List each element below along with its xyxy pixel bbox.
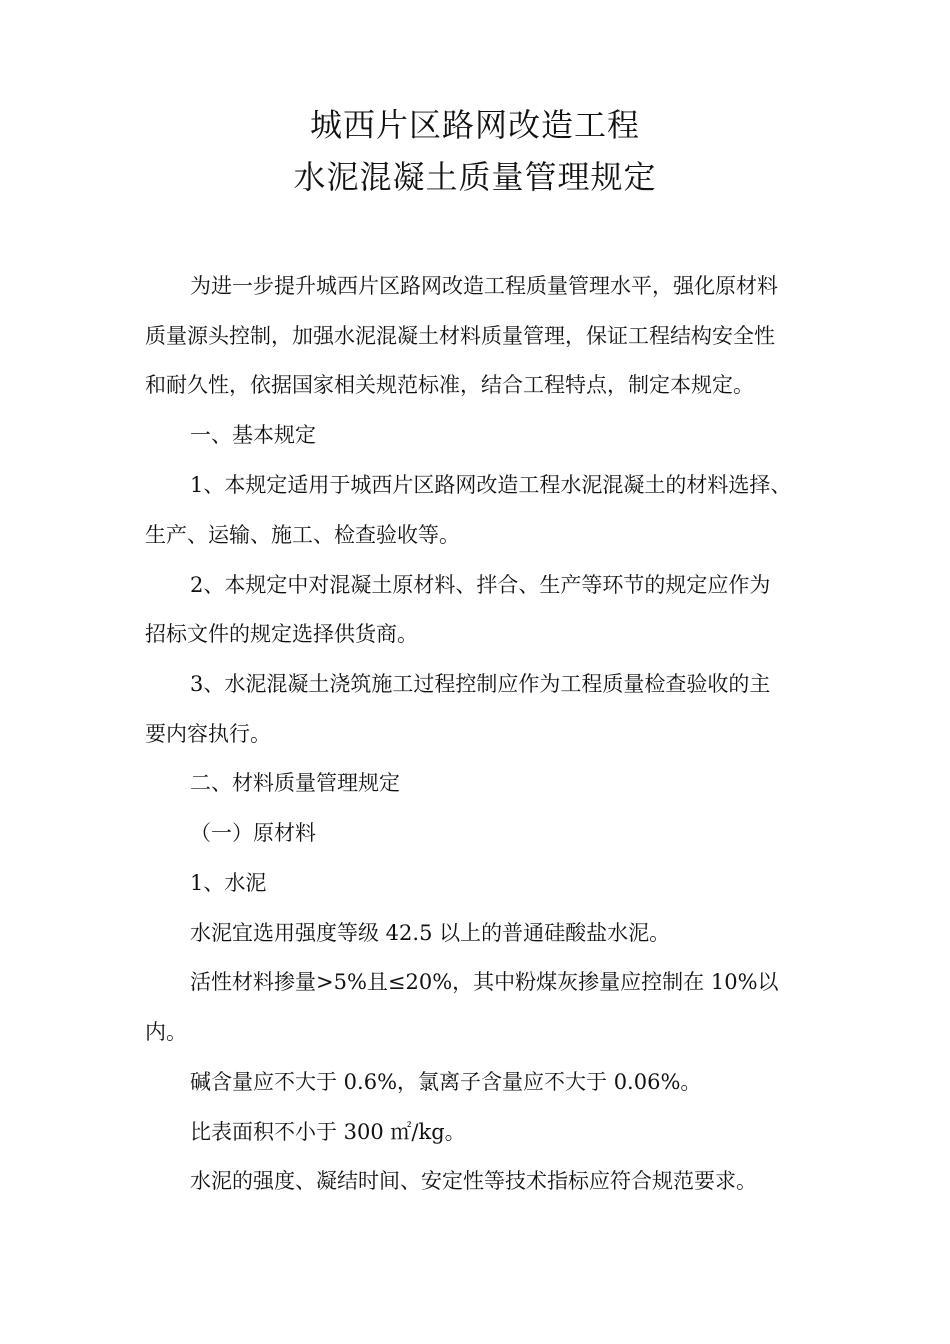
paragraph-line: 质量源头控制，加强水泥混凝土材料质量管理，保证工程结构安全性 (145, 324, 775, 348)
item-heading: 1、水泥 (190, 871, 267, 895)
section-heading: 二、材料质量管理规定 (190, 771, 400, 795)
paragraph-line: 和耐久性，依据国家相关规范标准，结合工程特点，制定本规定。 (145, 373, 754, 397)
paragraph-line: 水泥的强度、凝结时间、安定性等技术指标应符合规范要求。 (190, 1169, 757, 1193)
section-heading: 一、基本规定 (190, 423, 316, 447)
paragraph-line: 比表面积不小于 300 ㎡/kg。 (190, 1120, 466, 1144)
subsection-heading: （一）原材料 (190, 821, 316, 845)
paragraph-line: 要内容执行。 (145, 722, 271, 746)
paragraph-line: 碱含量应不大于 0.6%，氯离子含量应不大于 0.06%。 (190, 1070, 702, 1094)
paragraph-line: 1、本规定适用于城西片区路网改造工程水泥混凝土的材料选择、 (190, 473, 792, 497)
paragraph-line: 内。 (145, 1020, 187, 1044)
paragraph-line: 活性材料掺量>5%且≤20%，其中粉煤灰掺量应控制在 10%以 (190, 970, 779, 994)
paragraph-line: 3、水泥混凝土浇筑施工过程控制应作为工程质量检查验收的主 (190, 672, 771, 696)
paragraph-line: 2、本规定中对混凝土原材料、拌合、生产等环节的规定应作为 (190, 573, 771, 597)
document-title-line-1: 城西片区路网改造工程 (309, 106, 640, 144)
paragraph-line: 生产、运输、施工、检查验收等。 (145, 523, 460, 547)
document-title-line-2: 水泥混凝土质量管理规定 (293, 158, 657, 196)
paragraph-line: 水泥宜选用强度等级 42.5 以上的普通硅酸盐水泥。 (190, 921, 671, 945)
paragraph-line: 为进一步提升城西片区路网改造工程质量管理水平，强化原材料 (190, 274, 778, 298)
paragraph-line: 招标文件的规定选择供货商。 (145, 622, 418, 646)
